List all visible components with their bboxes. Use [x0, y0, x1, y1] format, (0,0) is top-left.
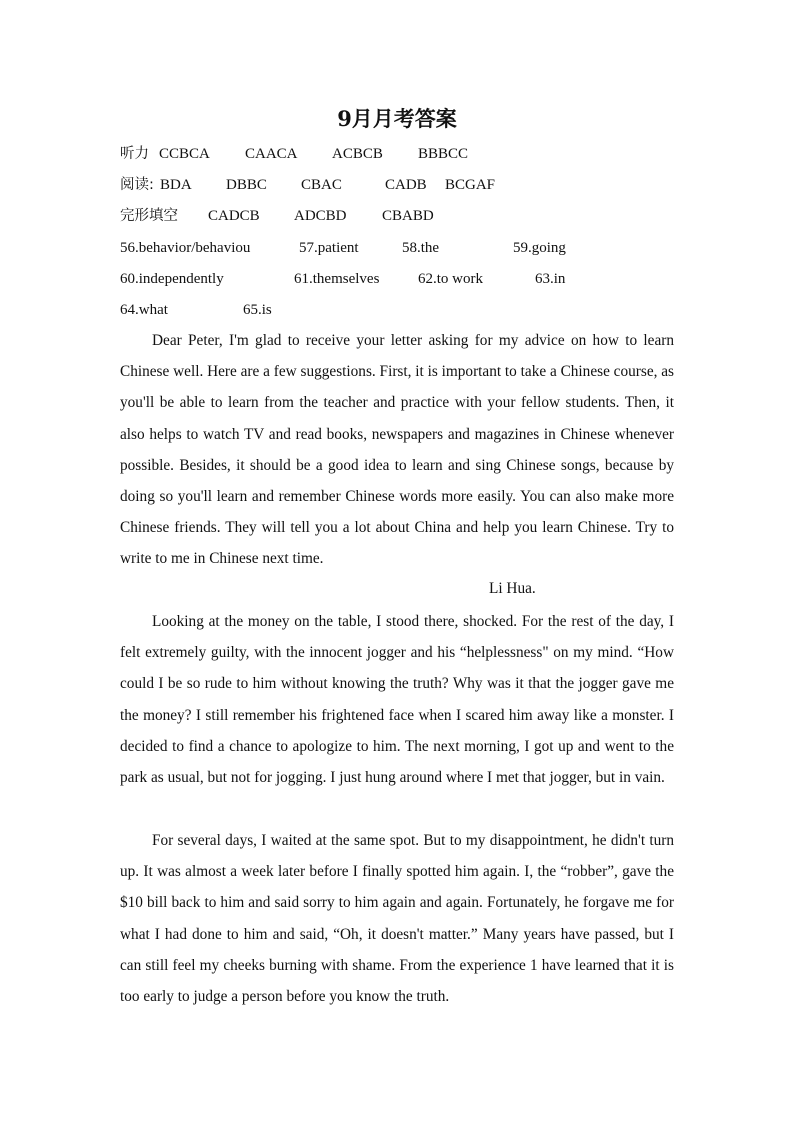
letter-signature: Li Hua.: [489, 580, 536, 597]
grammar-answer: 58.the: [402, 240, 440, 256]
listening-label: 听力: [120, 146, 149, 162]
page-title: 9月月考答案: [337, 106, 457, 131]
grammar-answer: 63.in: [535, 271, 566, 287]
reading-group: DBBC: [226, 177, 267, 193]
reading-group: BCGAF: [445, 177, 496, 193]
continuation-paragraph-1: Looking at the money on the table, I stood there, shocked. For the rest of the day, I felt extremely guilty, with the innocent jogger and his “helplessness" on my mind. “How could I be so rude to him without knowing the truth? Why was it that the jogger gave me the money? I still remember his frightened face when I scared him away like a monster. I decided to find a chance to apologize to him. The next morning, I got up and went to the park as usual, but not for jogging. I just hung around where I met that jogger, but in vain.: [120, 613, 674, 787]
cloze-label: 完形填空: [120, 208, 178, 224]
grammar-answer: 59.going: [513, 240, 566, 256]
grammar-answer: 56.behavior/behaviou: [120, 240, 251, 256]
listening-group: CCBCA: [159, 146, 210, 162]
listening-group: ACBCB: [332, 146, 383, 162]
grammar-answer: 62.to work: [418, 271, 483, 287]
cloze-group: CADCB: [208, 208, 260, 224]
reading-group: CBAC: [301, 177, 342, 193]
letter-body: Dear Peter, I'm glad to receive your letter asking for my advice on how to learn Chinese well. Here are a few suggestions. First, it is important to take a Chinese course, as you'll be able to learn from the teacher and practice with your fellow students. Then, it also helps to watch TV and read books, newspapers and magazines in Chinese whenever possible. Besides, it should be a good idea to learn and sing Chinese songs, because by doing so you'll learn and remember Chinese words more easily. You can also make more Chinese friends. They will tell you a lot about China and help you learn Chinese. Try to write to me in Chinese next time.: [120, 332, 674, 568]
cloze-group: ADCBD: [294, 208, 347, 224]
reading-group: CADB: [385, 177, 427, 193]
reading-group: BDA: [160, 177, 192, 193]
grammar-answer: 60.independently: [120, 271, 224, 287]
cloze-group: CBABD: [382, 208, 434, 224]
continuation-paragraph-2: For several days, I waited at the same spot. But to my disappointment, he didn't turn up. It was almost a week later before I finally spotted him again. I, the “robber”, gave the $10 bill back to him and said sorry to him again and again. Fortunately, he forgave me for what I had done to him and said, “Oh, it doesn't matter.” Many years have passed, but I can still feel my cheeks burning with shame. From the experience 1 have learned that it is too early to judge a person before you know the truth.: [120, 832, 674, 1006]
grammar-answer: 65.is: [243, 302, 272, 318]
grammar-answer: 64.what: [120, 302, 168, 318]
grammar-answer: 61.themselves: [294, 271, 380, 287]
grammar-answer: 57.patient: [299, 240, 359, 256]
listening-group: BBBCC: [418, 146, 469, 162]
reading-label: 阅读:: [120, 177, 154, 193]
listening-group: CAACA: [245, 146, 298, 162]
